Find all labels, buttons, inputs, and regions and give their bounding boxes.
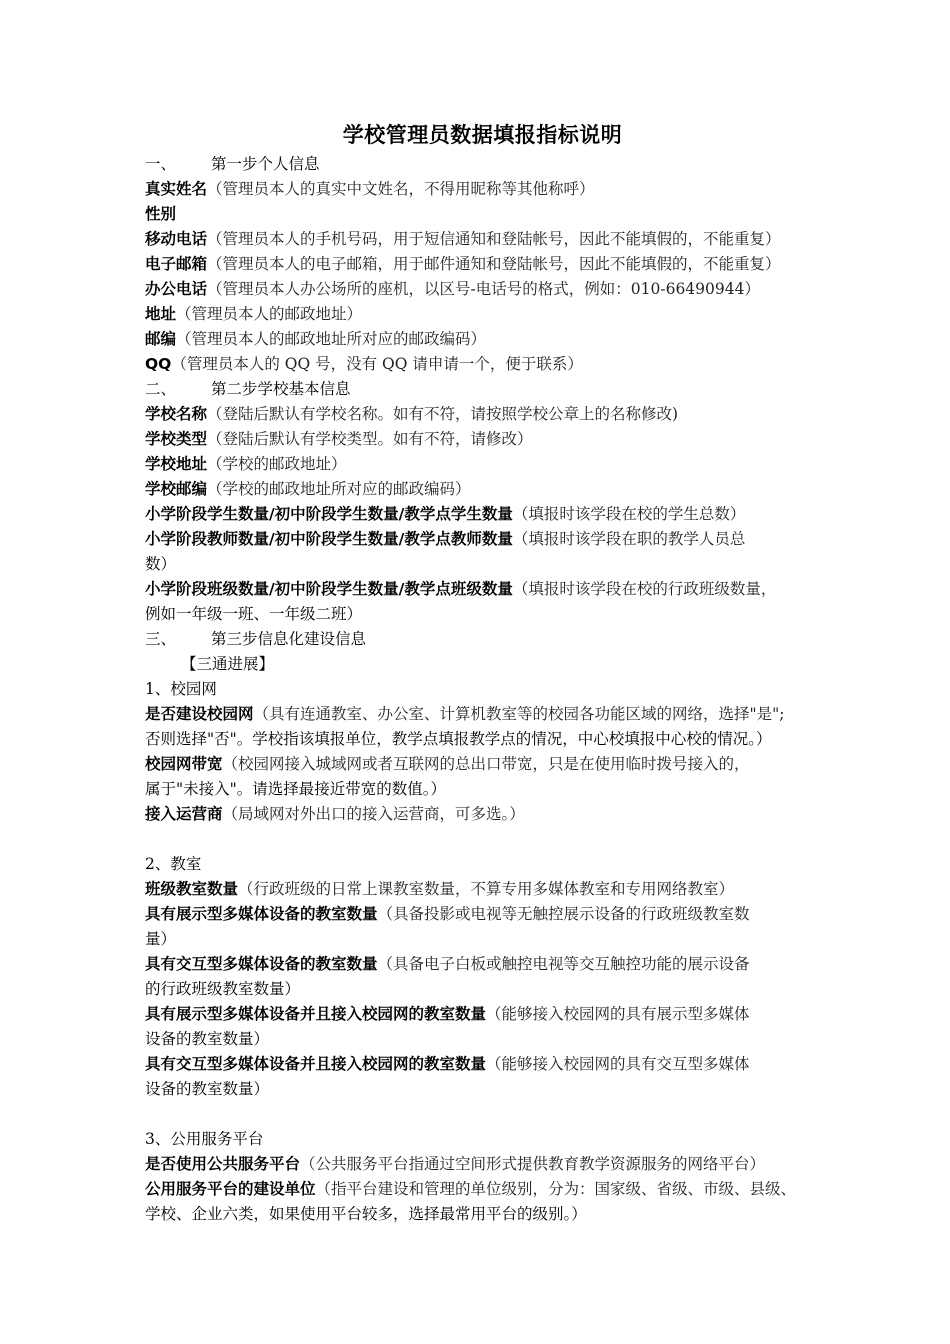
field-entry: [145, 577, 820, 602]
field-term: 班级教室数量: [145, 880, 239, 898]
field-entry: [145, 427, 820, 452]
field-term: 小学阶段教师数量/初中阶段学生数量/教学点教师数量: [145, 530, 513, 548]
field-desc: （管理员本人的邮政地址所对应的邮政编码）: [176, 330, 487, 348]
field-entry: [145, 1002, 820, 1027]
field-desc: （局域网对外出口的接入运营商，可多选。）: [222, 805, 525, 823]
field-desc: （管理员本人办公场所的座机，以区号-电话号的格式，例如：010-66490944）: [207, 280, 760, 298]
field-term: 小学阶段学生数量/初中阶段学生数量/教学点学生数量: [145, 505, 513, 523]
group-heading: 1、校园网: [145, 680, 217, 698]
field-entry: [145, 527, 820, 552]
blank-line: [145, 1102, 820, 1127]
field-entry: [145, 477, 820, 502]
section-number: 一、: [145, 155, 177, 173]
field-desc-continued: 否则选择"否"。学校指该填报单位，教学点填报教学点的情况，中心校填报中心校的情况。）: [145, 730, 772, 748]
blank-line: [145, 827, 820, 852]
field-entry: [145, 452, 820, 477]
field-term: 学校地址: [145, 455, 208, 473]
field-term: 电子邮箱: [145, 255, 208, 273]
field-term: 小学阶段班级数量/初中阶段学生数量/教学点班级数量: [145, 580, 513, 598]
field-entry: [145, 302, 820, 327]
field-term: 是否使用公共服务平台: [145, 1155, 301, 1173]
field-desc: （具有连通教室、办公室、计算机教室等的校园各功能区域的网络，选择"是";: [253, 705, 785, 723]
field-desc: （具备投影或电视等无触控展示设备的行政班级教室数: [377, 905, 750, 923]
document-title: 学校管理员数据填报指标说明: [342, 122, 623, 147]
field-term: QQ: [145, 355, 172, 373]
field-entry: [145, 702, 820, 727]
document-body: [145, 118, 820, 1227]
field-desc-continued: 量）: [145, 930, 177, 948]
field-desc: （行政班级的日常上课教室数量，不算专用多媒体教室和专用网络教室）: [238, 880, 735, 898]
field-desc: （管理员本人的手机号码，用于短信通知和登陆帐号，因此不能填假的，不能重复）: [207, 230, 781, 248]
field-desc: （校园网接入城域网或者互联网的总出口带宽，只是在使用临时拨号接入的，: [222, 755, 750, 773]
field-desc: （指平台建设和管理的单位级别，分为：国家级、省级、市级、县级、: [315, 1180, 797, 1198]
section-3-heading: [145, 627, 820, 652]
field-desc-continued: 的行政班级教室数量）: [145, 980, 301, 998]
section-number: 三、: [145, 630, 177, 648]
field-entry: [145, 402, 820, 427]
section-1-heading: [145, 152, 820, 177]
field-desc-continued: 例如一年级一班、一年级二班）: [145, 605, 363, 623]
section-title: 第二步学校基本信息: [211, 380, 351, 398]
field-desc: （学校的邮政地址）: [207, 455, 347, 473]
group-heading: 2、教室: [145, 855, 202, 873]
field-desc-continued: 学校、企业六类，如果使用平台较多，选择最常用平台的级别。）: [145, 1205, 587, 1223]
field-entry: [145, 227, 820, 252]
field-entry: [145, 327, 820, 352]
field-entry: [145, 1152, 820, 1177]
field-entry: [145, 502, 820, 527]
field-desc: （填报时该学段在校的学生总数）: [512, 505, 746, 523]
section-number: 二、: [145, 380, 177, 398]
field-desc: （具备电子白板或触控电视等交互触控功能的展示设备: [377, 955, 750, 973]
field-entry: [145, 277, 820, 302]
field-desc: （能够接入校园网的具有展示型多媒体: [486, 1005, 750, 1023]
field-desc-continued: 设备的教室数量）: [145, 1030, 270, 1048]
subsection-label: 【三通进展】: [181, 655, 275, 673]
field-desc: （登陆后默认有学校类型。如有不符，请修改）: [207, 430, 533, 448]
field-desc-continued: 设备的教室数量）: [145, 1080, 270, 1098]
field-term: 具有展示型多媒体设备的教室数量: [145, 905, 378, 923]
field-term: 公用服务平台的建设单位: [145, 1180, 316, 1198]
field-entry: [145, 1177, 820, 1202]
field-entry: [145, 952, 820, 977]
field-term: 学校名称: [145, 405, 208, 423]
field-term: 接入运营商: [145, 805, 223, 823]
field-entry: [145, 202, 820, 227]
field-desc: （管理员本人的电子邮箱，用于邮件通知和登陆帐号，因此不能填假的，不能重复）: [207, 255, 781, 273]
field-entry: [145, 1052, 820, 1077]
field-entry: [145, 902, 820, 927]
field-entry: [145, 752, 820, 777]
field-entry: [145, 177, 820, 202]
section-title: 第一步个人信息: [211, 155, 320, 173]
group-heading: 3、公用服务平台: [145, 1130, 264, 1148]
field-desc: （管理员本人的 QQ 号，没有 QQ 请申请一个，便于联系）: [171, 355, 583, 373]
field-term: 具有交互型多媒体设备并且接入校园网的教室数量: [145, 1055, 487, 1073]
field-term: 真实姓名: [145, 180, 208, 198]
field-desc-continued: 数）: [145, 555, 177, 573]
field-term: 校园网带宽: [145, 755, 223, 773]
field-desc-continued: 属于"未接入"。请选择最接近带宽的数值。）: [145, 780, 447, 798]
field-term: 办公电话: [145, 280, 208, 298]
field-entry: [145, 877, 820, 902]
field-desc: （公共服务平台指通过空间形式提供教育教学资源服务的网络平台）: [300, 1155, 766, 1173]
field-term: 具有展示型多媒体设备并且接入校园网的教室数量: [145, 1005, 487, 1023]
field-term: 具有交互型多媒体设备的教室数量: [145, 955, 378, 973]
field-desc: （管理员本人的真实中文姓名，不得用昵称等其他称呼）: [207, 180, 595, 198]
field-term: 性别: [145, 205, 177, 223]
field-desc: （填报时该学段在校的行政班级数量，: [512, 580, 777, 598]
field-desc: （登陆后默认有学校名称。如有不符，请按照学校公章上的名称修改): [207, 405, 679, 423]
field-desc: （填报时该学段在职的教学人员总: [512, 530, 746, 548]
field-entry: [145, 352, 820, 377]
field-entry: [145, 252, 820, 277]
field-desc: （能够接入校园网的具有交互型多媒体: [486, 1055, 750, 1073]
field-term: 邮编: [145, 330, 177, 348]
field-desc: （管理员本人的邮政地址）: [176, 305, 363, 323]
field-desc: （学校的邮政地址所对应的邮政编码）: [207, 480, 471, 498]
field-term: 学校邮编: [145, 480, 208, 498]
field-entry: [145, 802, 820, 827]
field-term: 学校类型: [145, 430, 208, 448]
field-term: 地址: [145, 305, 177, 323]
section-title: 第三步信息化建设信息: [211, 630, 367, 648]
field-term: 移动电话: [145, 230, 208, 248]
field-term: 是否建设校园网: [145, 705, 254, 723]
section-2-heading: [145, 377, 820, 402]
